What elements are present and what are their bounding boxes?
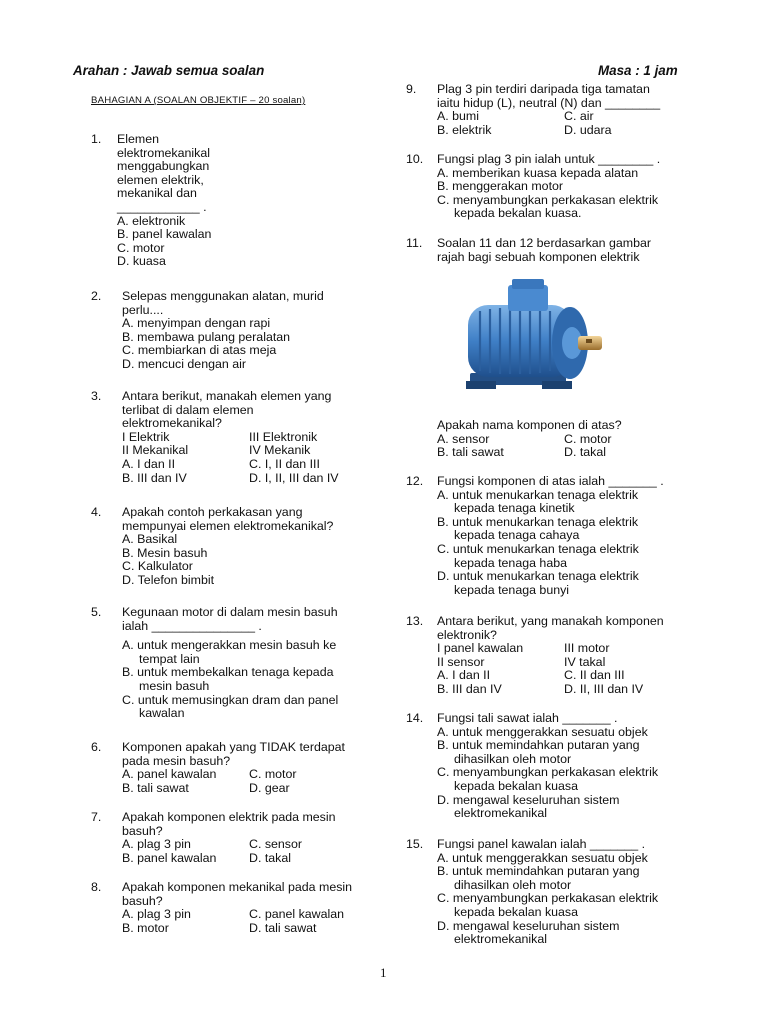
answer-option: C. untuk menukarkan tenaga elektrik [437, 541, 639, 556]
answer-option: D. tali sawat [249, 920, 317, 935]
option-grid [437, 669, 684, 696]
answer-option: C. menyambungkan perkakasan elektrik [437, 192, 659, 207]
statement-item: IV takal [564, 654, 606, 669]
question-stem: terlibat di dalam elemen [122, 402, 254, 417]
answer-option: B. membawa pulang peralatan [122, 329, 291, 344]
answer-option: D. II, III dan IV [564, 681, 644, 696]
question-stem: perlu.... [122, 302, 164, 317]
answer-option: B. tali sawat [122, 780, 189, 795]
answer-option: B. elektrik [437, 122, 492, 137]
answer-option-continuation: tempat lain [139, 651, 200, 666]
page-number: 1 [380, 965, 387, 980]
statement-item: II Mekanikal [122, 443, 189, 458]
answer-option-continuation: kepada tenaga haba [454, 555, 567, 570]
question-stem: Soalan 11 dan 12 berdasarkan gambar [437, 236, 652, 250]
answer-option-continuation: kepada tenaga cahaya [454, 528, 580, 543]
answer-option: A. untuk mengerakkan mesin basuh ke [122, 638, 337, 653]
question-number: 9. [406, 82, 417, 96]
section-title: BAHAGIAN A (SOALAN OBJEKTIF – 20 soalan) [91, 95, 306, 106]
option-grid [122, 908, 369, 935]
question-stem: elektromekanikal? [122, 416, 222, 431]
question-number: 15. [406, 837, 424, 851]
answer-option-continuation: kepada tenaga bunyi [454, 582, 570, 597]
answer-option: B. motor [122, 920, 169, 935]
answer-option: D. untuk menukarkan tenaga elektrik [437, 569, 639, 584]
answer-option: D. mengawal keseluruhan sistem [437, 792, 620, 807]
question-stem: Fungsi panel kawalan ialah _______ . [437, 837, 646, 851]
answer-option: D. takal [564, 445, 607, 460]
question-number: 7. [91, 810, 102, 824]
answer-option: C. sensor [249, 837, 303, 852]
question-number: 8. [91, 880, 102, 894]
question-number: 3. [91, 389, 102, 403]
question-stem: elektromekanikal [117, 145, 210, 160]
question-number: 11. [406, 236, 423, 250]
answer-option-continuation: elektromekanikal [454, 806, 547, 821]
answer-option-continuation: kepada tenaga kinetik [454, 501, 575, 516]
answer-option: D. udara [564, 122, 612, 137]
answer-option-continuation: kepada bekalan kuasa [454, 904, 579, 919]
answer-option: B. III dan IV [437, 681, 502, 696]
answer-option: A. plag 3 pin [122, 907, 191, 922]
answer-option-continuation: kawalan [139, 706, 185, 721]
answer-option: B. untuk membekalkan tenaga kepada [122, 665, 334, 680]
option-grid [437, 110, 684, 137]
question-stem: ialah _______________ . [122, 618, 262, 633]
answer-option-continuation: dihasilkan oleh motor [454, 751, 572, 766]
question-number: 13. [406, 614, 424, 628]
question-number: 14. [406, 711, 424, 725]
answer-option: A. I dan II [437, 668, 491, 683]
statement-item: I Elektrik [122, 429, 170, 444]
answer-option: A. Basikal [122, 532, 178, 547]
answer-option: C. panel kawalan [249, 907, 345, 922]
answer-option: A. plag 3 pin [122, 837, 191, 852]
question-stem: basuh? [122, 823, 163, 838]
answer-option: A. menyimpan dengan rapi [122, 316, 271, 331]
answer-option: A. bumi [437, 109, 480, 124]
answer-option: B. menggerakan motor [437, 179, 564, 194]
answer-option: C. menyambungkan perkakasan elektrik [437, 765, 659, 780]
answer-option: D. gear [249, 780, 290, 795]
question-number: 4. [91, 505, 102, 519]
electric-motor-image [458, 271, 604, 401]
statement-list [437, 642, 684, 669]
question-stem: ____________ . [117, 199, 207, 214]
answer-option: B. panel kawalan [117, 227, 212, 242]
option-grid [122, 838, 369, 865]
question-stem: pada mesin basuh? [122, 753, 231, 768]
question-stem: Apakah komponen mekanikal pada mesin [122, 880, 353, 894]
answer-option: A. sensor [437, 431, 490, 446]
answer-option: C. air [564, 109, 594, 124]
statement-item: III Elektronik [249, 429, 318, 444]
answer-option: A. untuk menggerakkan sesuatu objek [437, 850, 648, 865]
question-stem: menggabungkan [117, 159, 210, 174]
question-stem: Fungsi plag 3 pin ialah untuk ________ . [437, 152, 661, 166]
question-stem: Plag 3 pin terdiri daripada tiga tamatan [437, 82, 650, 96]
answer-option: C. menyambungkan perkakasan elektrik [437, 891, 659, 906]
option-grid [437, 433, 684, 460]
question-stem: rajah bagi sebuah komponen elektrik [437, 249, 640, 264]
answer-option: B. III dan IV [122, 470, 187, 485]
answer-option-continuation: elektromekanikal [454, 932, 547, 947]
option-grid [122, 458, 369, 485]
answer-option: B. untuk menukarkan tenaga elektrik [437, 514, 639, 529]
question-stem: iaitu hidup (L), neutral (N) dan ________ [437, 95, 661, 110]
statement-item: II sensor [437, 654, 485, 669]
statement-item: I panel kawalan [437, 641, 524, 656]
question-stem: mempunyai elemen elektromekanikal? [122, 518, 334, 533]
answer-option: D. kuasa [117, 254, 166, 269]
duration-header: Masa : 1 jam [598, 63, 678, 78]
answer-option: A. untuk menukarkan tenaga elektrik [437, 487, 639, 502]
answer-option: A. panel kawalan [122, 767, 217, 782]
instruction-header: Arahan : Jawab semua soalan [73, 63, 265, 78]
question-stem: elektronik? [437, 627, 497, 642]
answer-option: B. Mesin basuh [122, 545, 208, 560]
answer-option: B. tali sawat [437, 445, 504, 460]
statement-item: III motor [564, 641, 610, 656]
question-text: Apakah nama komponen di atas? [437, 418, 622, 432]
question-number: 5. [91, 605, 102, 619]
answer-option: C. motor [249, 767, 297, 782]
answer-option: A. I dan II [122, 456, 176, 471]
answer-option-continuation: kepada bekalan kuasa [454, 778, 579, 793]
question-stem: Antara berikut, yang manakah komponen [437, 614, 664, 628]
answer-option-continuation: dihasilkan oleh motor [454, 877, 572, 892]
answer-option: B. untuk memindahkan putaran yang [437, 864, 640, 879]
question-stem: Apakah komponen elektrik pada mesin [122, 810, 336, 824]
answer-option: C. motor [117, 240, 165, 255]
question-number: 10. [406, 152, 424, 166]
question-stem: basuh? [122, 893, 163, 908]
answer-option: C. II dan III [564, 668, 625, 683]
answer-option-continuation: mesin basuh [139, 678, 210, 693]
answer-option: C. Kalkulator [122, 559, 193, 574]
answer-option: D. takal [249, 850, 292, 865]
question-stem: Fungsi tali sawat ialah _______ . [437, 711, 618, 725]
answer-option: D. I, II, III dan IV [249, 470, 339, 485]
question-stem: Fungsi komponen di atas ialah _______ . [437, 474, 664, 488]
question-stem: elemen elektrik, [117, 172, 204, 187]
statement-list [122, 431, 369, 458]
question-stem: Kegunaan motor di dalam mesin basuh [122, 605, 338, 619]
question-stem: Apakah contoh perkakasan yang [122, 505, 303, 519]
answer-option: A. memberikan kuasa kepada alatan [437, 165, 639, 180]
question-number: 6. [91, 740, 102, 754]
answer-option: B. panel kawalan [122, 850, 217, 865]
answer-option: C. untuk memusingkan dram dan panel [122, 692, 339, 707]
question-stem: Antara berikut, manakah elemen yang [122, 389, 332, 403]
question-number: 12. [406, 474, 424, 488]
question-number: 1. [91, 132, 102, 146]
answer-option: A. untuk menggerakkan sesuatu objek [437, 724, 648, 739]
question-number: 2. [91, 289, 102, 303]
question-stem: Selepas menggunakan alatan, murid [122, 289, 324, 303]
answer-option: A. elektronik [117, 213, 186, 228]
question-stem: Komponen apakah yang TIDAK terdapat [122, 740, 345, 754]
answer-option: B. untuk memindahkan putaran yang [437, 738, 640, 753]
statement-item: IV Mekanik [249, 443, 311, 458]
answer-option: D. mengawal keseluruhan sistem [437, 918, 620, 933]
answer-option: D. Telefon bimbit [122, 572, 215, 587]
answer-option: C. I, II dan III [249, 456, 320, 471]
answer-option: C. motor [564, 431, 612, 446]
answer-option: C. membiarkan di atas meja [122, 343, 277, 358]
option-grid [122, 768, 369, 795]
answer-option-continuation: kepada bekalan kuasa. [454, 206, 582, 221]
answer-option: D. mencuci dengan air [122, 356, 246, 371]
question-stem: mekanikal dan [117, 186, 197, 201]
question-stem: Elemen [117, 132, 160, 146]
